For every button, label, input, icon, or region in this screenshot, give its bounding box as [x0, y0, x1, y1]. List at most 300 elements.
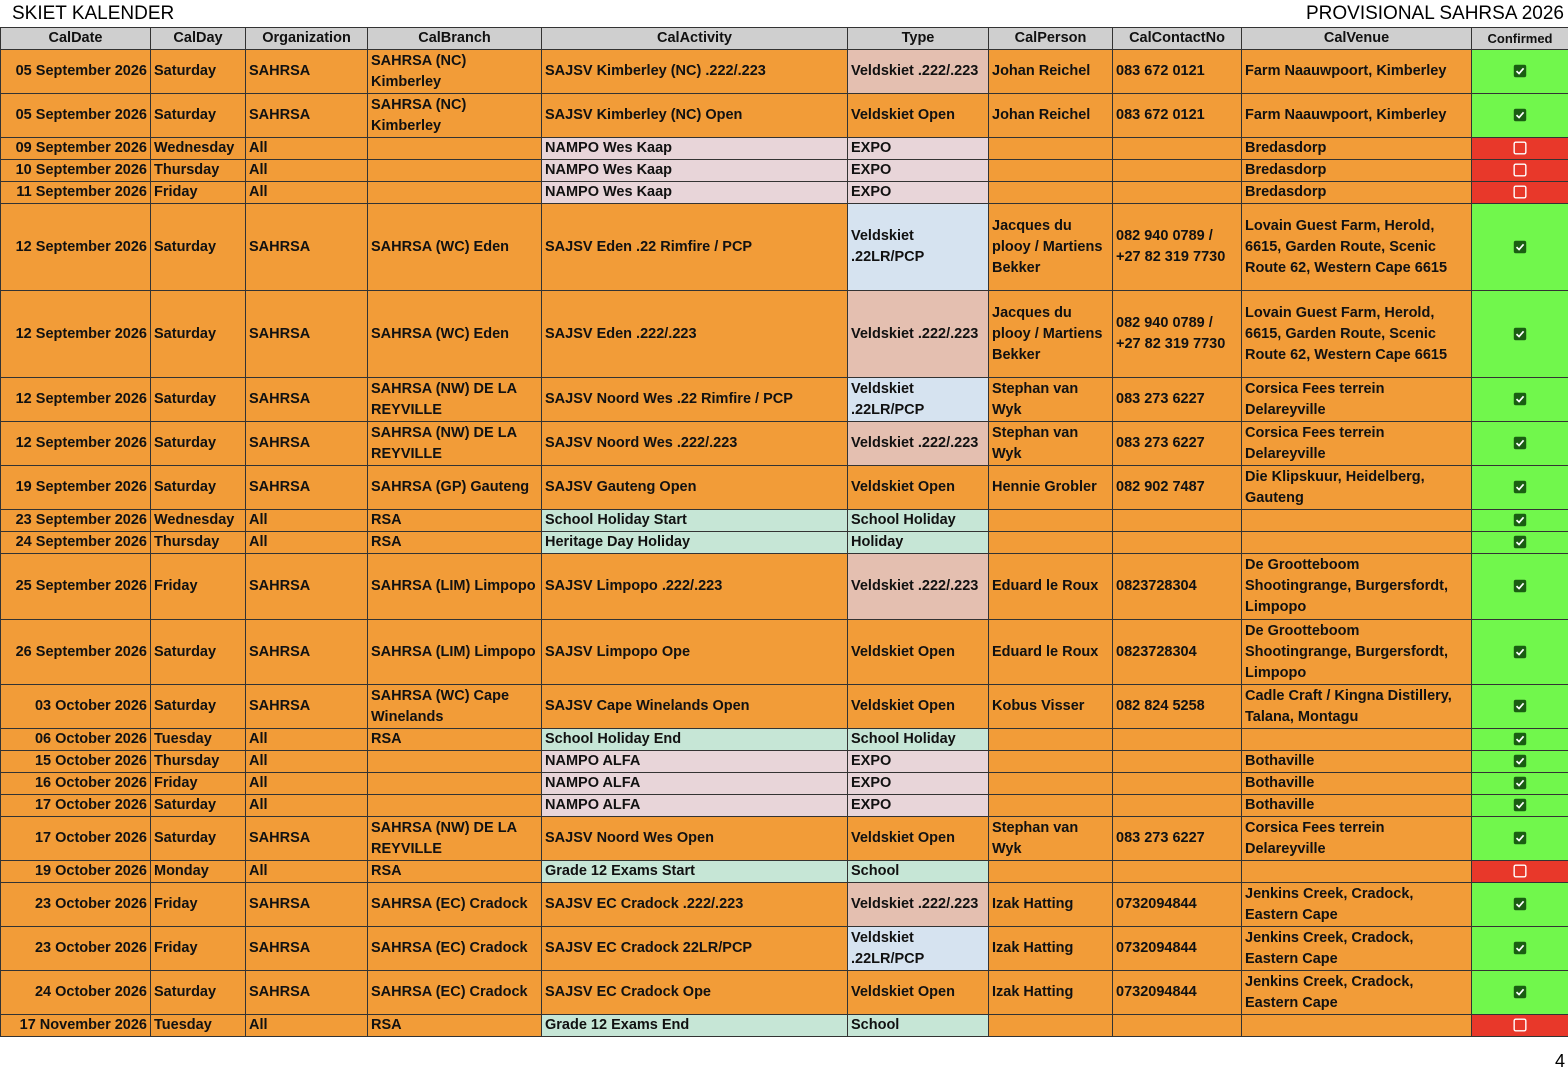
- col-header-calcontactno[interactable]: CalContactNo: [1113, 28, 1242, 50]
- confirmed-cell[interactable]: [1472, 620, 1568, 685]
- contact-cell[interactable]: 0732094844: [1113, 971, 1242, 1015]
- col-header-confirmed[interactable]: Confirmed: [1472, 28, 1568, 50]
- activity-cell[interactable]: NAMPO ALFA: [542, 795, 848, 817]
- contact-cell[interactable]: [1113, 510, 1242, 532]
- contact-cell[interactable]: 0732094844: [1113, 883, 1242, 927]
- person-cell[interactable]: [989, 861, 1113, 883]
- contact-cell[interactable]: 083 672 0121: [1113, 94, 1242, 138]
- venue-cell[interactable]: Lovain Guest Farm, Herold, 6615, Garden Route, Scenic Route 62, Western Cape 6615: [1242, 204, 1472, 291]
- calendar-body: [1, 50, 1568, 1037]
- contact-cell[interactable]: 082 940 0789 / +27 82 319 7730: [1113, 204, 1242, 291]
- person-cell[interactable]: Johan Reichel: [989, 94, 1113, 138]
- type-cell[interactable]: School Holiday: [848, 729, 989, 751]
- table-row: [1, 466, 1568, 510]
- person-cell[interactable]: [989, 1015, 1113, 1037]
- venue-cell[interactable]: Jenkins Creek, Cradock, Eastern Cape: [1242, 883, 1472, 927]
- person-cell[interactable]: Eduard le Roux: [989, 554, 1113, 620]
- confirmed-cell[interactable]: [1472, 378, 1568, 422]
- day-cell[interactable]: Saturday: [151, 94, 246, 138]
- table-row: [1, 378, 1568, 422]
- person-cell[interactable]: Johan Reichel: [989, 50, 1113, 94]
- branch-cell[interactable]: SAHRSA (GP) Gauteng: [368, 466, 542, 510]
- type-cell[interactable]: Veldskiet Open: [848, 817, 989, 861]
- table-row: [1, 971, 1568, 1015]
- date-cell[interactable]: 24 October 2026: [1, 971, 151, 1015]
- organization-cell[interactable]: SAHRSA: [246, 378, 368, 422]
- type-cell[interactable]: EXPO: [848, 795, 989, 817]
- organization-cell[interactable]: All: [246, 751, 368, 773]
- table-row: [1, 751, 1568, 773]
- person-cell[interactable]: Kobus Visser: [989, 685, 1113, 729]
- date-cell[interactable]: 09 September 2026: [1, 138, 151, 160]
- confirmed-cell[interactable]: [1472, 1015, 1568, 1037]
- contact-cell[interactable]: [1113, 795, 1242, 817]
- person-cell[interactable]: [989, 182, 1113, 204]
- contact-cell[interactable]: 082 902 7487: [1113, 466, 1242, 510]
- person-cell[interactable]: [989, 510, 1113, 532]
- venue-cell[interactable]: Bothaville: [1242, 795, 1472, 817]
- person-cell[interactable]: [989, 773, 1113, 795]
- organization-cell[interactable]: All: [246, 138, 368, 160]
- contact-cell[interactable]: [1113, 861, 1242, 883]
- confirmed-cell[interactable]: [1472, 971, 1568, 1015]
- branch-cell[interactable]: RSA: [368, 1015, 542, 1037]
- date-cell[interactable]: 19 September 2026: [1, 466, 151, 510]
- branch-cell[interactable]: SAHRSA (NC) Kimberley: [368, 50, 542, 94]
- branch-cell[interactable]: SAHRSA (NC) Kimberley: [368, 94, 542, 138]
- checked-checkbox-icon[interactable]: [1513, 535, 1527, 549]
- branch-cell[interactable]: SAHRSA (NW) DE LA REYVILLE: [368, 378, 542, 422]
- person-cell[interactable]: Stephan van Wyk: [989, 817, 1113, 861]
- contact-cell[interactable]: 082 940 0789 / +27 82 319 7730: [1113, 291, 1242, 378]
- organization-cell[interactable]: All: [246, 795, 368, 817]
- contact-cell[interactable]: 082 824 5258: [1113, 685, 1242, 729]
- branch-cell[interactable]: SAHRSA (NW) DE LA REYVILLE: [368, 817, 542, 861]
- day-cell[interactable]: Saturday: [151, 204, 246, 291]
- type-cell[interactable]: Veldskiet .222/.223: [848, 883, 989, 927]
- day-cell[interactable]: Tuesday: [151, 1015, 246, 1037]
- organization-cell[interactable]: SAHRSA: [246, 971, 368, 1015]
- day-cell[interactable]: Friday: [151, 927, 246, 971]
- checked-checkbox-icon[interactable]: [1513, 579, 1527, 593]
- checked-checkbox-icon[interactable]: [1513, 645, 1527, 659]
- day-cell[interactable]: Thursday: [151, 751, 246, 773]
- unchecked-checkbox-icon[interactable]: [1513, 1018, 1527, 1032]
- organization-cell[interactable]: All: [246, 160, 368, 182]
- organization-cell[interactable]: All: [246, 861, 368, 883]
- type-cell[interactable]: Veldskiet .222/.223: [848, 50, 989, 94]
- type-cell[interactable]: Holiday: [848, 532, 989, 554]
- type-cell[interactable]: Veldskiet .22LR/PCP: [848, 378, 989, 422]
- venue-cell[interactable]: Bothaville: [1242, 773, 1472, 795]
- day-cell[interactable]: Wednesday: [151, 138, 246, 160]
- checked-checkbox-icon[interactable]: [1513, 754, 1527, 768]
- venue-cell[interactable]: De Grootteboom Shootingrange, Burgersfordt, Limpopo: [1242, 620, 1472, 685]
- checked-checkbox-icon[interactable]: [1513, 831, 1527, 845]
- date-cell[interactable]: 23 October 2026: [1, 883, 151, 927]
- type-cell[interactable]: EXPO: [848, 160, 989, 182]
- type-cell[interactable]: Veldskiet Open: [848, 620, 989, 685]
- date-cell[interactable]: 23 October 2026: [1, 927, 151, 971]
- person-cell[interactable]: [989, 751, 1113, 773]
- col-header-organization[interactable]: Organization: [246, 28, 368, 50]
- date-cell[interactable]: 23 September 2026: [1, 510, 151, 532]
- calendar-table: [0, 27, 1568, 1037]
- day-cell[interactable]: Friday: [151, 883, 246, 927]
- branch-cell[interactable]: [368, 138, 542, 160]
- col-header-calbranch[interactable]: CalBranch: [368, 28, 542, 50]
- person-cell[interactable]: [989, 729, 1113, 751]
- checked-checkbox-icon[interactable]: [1513, 513, 1527, 527]
- person-cell[interactable]: Eduard le Roux: [989, 620, 1113, 685]
- venue-cell[interactable]: Lovain Guest Farm, Herold, 6615, Garden Route, Scenic Route 62, Western Cape 6615: [1242, 291, 1472, 378]
- branch-cell[interactable]: SAHRSA (WC) Cape Winelands: [368, 685, 542, 729]
- person-cell[interactable]: [989, 532, 1113, 554]
- organization-cell[interactable]: All: [246, 1015, 368, 1037]
- confirmed-cell[interactable]: [1472, 795, 1568, 817]
- day-cell[interactable]: Thursday: [151, 532, 246, 554]
- day-cell[interactable]: Saturday: [151, 685, 246, 729]
- confirmed-cell[interactable]: [1472, 729, 1568, 751]
- confirmed-cell[interactable]: [1472, 94, 1568, 138]
- confirmed-cell[interactable]: [1472, 466, 1568, 510]
- confirmed-cell[interactable]: [1472, 138, 1568, 160]
- branch-cell[interactable]: [368, 751, 542, 773]
- date-cell[interactable]: 05 September 2026: [1, 94, 151, 138]
- contact-cell[interactable]: [1113, 182, 1242, 204]
- confirmed-cell[interactable]: [1472, 861, 1568, 883]
- type-cell[interactable]: EXPO: [848, 182, 989, 204]
- day-cell[interactable]: Friday: [151, 554, 246, 620]
- activity-cell[interactable]: SAJSV Cape Winelands Open: [542, 685, 848, 729]
- confirmed-cell[interactable]: [1472, 510, 1568, 532]
- venue-cell[interactable]: Jenkins Creek, Cradock, Eastern Cape: [1242, 927, 1472, 971]
- date-cell[interactable]: 17 November 2026: [1, 1015, 151, 1037]
- day-cell[interactable]: Saturday: [151, 378, 246, 422]
- unchecked-checkbox-icon[interactable]: [1513, 141, 1527, 155]
- type-cell[interactable]: School Holiday: [848, 510, 989, 532]
- organization-cell[interactable]: SAHRSA: [246, 94, 368, 138]
- activity-cell[interactable]: SAJSV Eden .22 Rimfire / PCP: [542, 204, 848, 291]
- day-cell[interactable]: Saturday: [151, 50, 246, 94]
- activity-cell[interactable]: SAJSV Noord Wes .222/.223: [542, 422, 848, 466]
- organization-cell[interactable]: SAHRSA: [246, 554, 368, 620]
- date-cell[interactable]: 25 September 2026: [1, 554, 151, 620]
- venue-cell[interactable]: [1242, 1015, 1472, 1037]
- venue-cell[interactable]: [1242, 532, 1472, 554]
- contact-cell[interactable]: [1113, 1015, 1242, 1037]
- checked-checkbox-icon[interactable]: [1513, 897, 1527, 911]
- person-cell[interactable]: Izak Hatting: [989, 971, 1113, 1015]
- type-cell[interactable]: Veldskiet .22LR/PCP: [848, 927, 989, 971]
- date-cell[interactable]: 11 September 2026: [1, 182, 151, 204]
- confirmed-cell[interactable]: [1472, 50, 1568, 94]
- type-cell[interactable]: EXPO: [848, 138, 989, 160]
- organization-cell[interactable]: All: [246, 510, 368, 532]
- confirmed-cell[interactable]: [1472, 291, 1568, 378]
- date-cell[interactable]: 10 September 2026: [1, 160, 151, 182]
- organization-cell[interactable]: SAHRSA: [246, 291, 368, 378]
- branch-cell[interactable]: SAHRSA (WC) Eden: [368, 204, 542, 291]
- type-cell[interactable]: Veldskiet .222/.223: [848, 291, 989, 378]
- unchecked-checkbox-icon[interactable]: [1513, 185, 1527, 199]
- activity-cell[interactable]: SAJSV Noord Wes .22 Rimfire / PCP: [542, 378, 848, 422]
- table-row: [1, 182, 1568, 204]
- branch-cell[interactable]: SAHRSA (LIM) Limpopo: [368, 554, 542, 620]
- table-row: [1, 138, 1568, 160]
- organization-cell[interactable]: SAHRSA: [246, 817, 368, 861]
- venue-cell[interactable]: Cadle Craft / Kingna Distillery, Talana, Montagu: [1242, 685, 1472, 729]
- activity-cell[interactable]: School Holiday Start: [542, 510, 848, 532]
- contact-cell[interactable]: 083 273 6227: [1113, 422, 1242, 466]
- branch-cell[interactable]: [368, 160, 542, 182]
- organization-cell[interactable]: SAHRSA: [246, 927, 368, 971]
- venue-cell[interactable]: Corsica Fees terrein Delareyville: [1242, 817, 1472, 861]
- table-row: [1, 927, 1568, 971]
- checked-checkbox-icon[interactable]: [1513, 392, 1527, 406]
- checked-checkbox-icon[interactable]: [1513, 436, 1527, 450]
- checked-checkbox-icon[interactable]: [1513, 699, 1527, 713]
- organization-cell[interactable]: SAHRSA: [246, 466, 368, 510]
- col-header-caldate[interactable]: CalDate: [1, 28, 151, 50]
- confirmed-cell[interactable]: [1472, 422, 1568, 466]
- branch-cell[interactable]: RSA: [368, 729, 542, 751]
- table-row: [1, 1015, 1568, 1037]
- activity-cell[interactable]: SAJSV Limpopo Ope: [542, 620, 848, 685]
- activity-cell[interactable]: SAJSV Kimberley (NC) .222/.223: [542, 50, 848, 94]
- date-cell[interactable]: 17 October 2026: [1, 795, 151, 817]
- col-header-calvenue[interactable]: CalVenue: [1242, 28, 1472, 50]
- activity-cell[interactable]: SAJSV EC Cradock Ope: [542, 971, 848, 1015]
- activity-cell[interactable]: SAJSV EC Cradock 22LR/PCP: [542, 927, 848, 971]
- branch-cell[interactable]: [368, 773, 542, 795]
- day-cell[interactable]: Friday: [151, 773, 246, 795]
- day-cell[interactable]: Thursday: [151, 160, 246, 182]
- organization-cell[interactable]: All: [246, 729, 368, 751]
- organization-cell[interactable]: SAHRSA: [246, 620, 368, 685]
- confirmed-cell[interactable]: [1472, 182, 1568, 204]
- branch-cell[interactable]: RSA: [368, 532, 542, 554]
- branch-cell[interactable]: [368, 182, 542, 204]
- day-cell[interactable]: Monday: [151, 861, 246, 883]
- type-cell[interactable]: Veldskiet Open: [848, 94, 989, 138]
- activity-cell[interactable]: Grade 12 Exams Start: [542, 861, 848, 883]
- type-cell[interactable]: Veldskiet .222/.223: [848, 422, 989, 466]
- day-cell[interactable]: Saturday: [151, 422, 246, 466]
- venue-cell[interactable]: Bredasdorp: [1242, 138, 1472, 160]
- type-cell[interactable]: Veldskiet Open: [848, 466, 989, 510]
- table-row: [1, 861, 1568, 883]
- branch-cell[interactable]: RSA: [368, 861, 542, 883]
- contact-cell[interactable]: 083 672 0121: [1113, 50, 1242, 94]
- organization-cell[interactable]: SAHRSA: [246, 422, 368, 466]
- confirmed-cell[interactable]: [1472, 685, 1568, 729]
- contact-cell[interactable]: [1113, 773, 1242, 795]
- venue-cell[interactable]: [1242, 861, 1472, 883]
- person-cell[interactable]: Stephan van Wyk: [989, 422, 1113, 466]
- date-cell[interactable]: 03 October 2026: [1, 685, 151, 729]
- day-cell[interactable]: Saturday: [151, 291, 246, 378]
- day-cell[interactable]: Saturday: [151, 795, 246, 817]
- venue-cell[interactable]: De Grootteboom Shootingrange, Burgersfordt, Limpopo: [1242, 554, 1472, 620]
- table-row: [1, 94, 1568, 138]
- col-header-calday[interactable]: CalDay: [151, 28, 246, 50]
- activity-cell[interactable]: NAMPO ALFA: [542, 751, 848, 773]
- organization-cell[interactable]: SAHRSA: [246, 883, 368, 927]
- organization-cell[interactable]: All: [246, 773, 368, 795]
- provisional-title: PROVISIONAL SAHRSA 2026: [1305, 3, 1564, 24]
- contact-cell[interactable]: [1113, 751, 1242, 773]
- activity-cell[interactable]: SAJSV Gauteng Open: [542, 466, 848, 510]
- activity-cell[interactable]: Grade 12 Exams End: [542, 1015, 848, 1037]
- activity-cell[interactable]: NAMPO Wes Kaap: [542, 138, 848, 160]
- checked-checkbox-icon[interactable]: [1513, 941, 1527, 955]
- venue-cell[interactable]: Bredasdorp: [1242, 160, 1472, 182]
- unchecked-checkbox-icon[interactable]: [1513, 163, 1527, 177]
- type-cell[interactable]: Veldskiet .22LR/PCP: [848, 204, 989, 291]
- person-cell[interactable]: Jacques du plooy / Martiens Bekker: [989, 204, 1113, 291]
- contact-cell[interactable]: [1113, 160, 1242, 182]
- date-cell[interactable]: 12 September 2026: [1, 422, 151, 466]
- branch-cell[interactable]: SAHRSA (EC) Cradock: [368, 927, 542, 971]
- type-cell[interactable]: Veldskiet .222/.223: [848, 554, 989, 620]
- checked-checkbox-icon[interactable]: [1513, 64, 1527, 78]
- activity-cell[interactable]: NAMPO Wes Kaap: [542, 160, 848, 182]
- date-cell[interactable]: 19 October 2026: [1, 861, 151, 883]
- day-cell[interactable]: Wednesday: [151, 510, 246, 532]
- organization-cell[interactable]: All: [246, 182, 368, 204]
- type-cell[interactable]: EXPO: [848, 751, 989, 773]
- contact-cell[interactable]: 0823728304: [1113, 620, 1242, 685]
- date-cell[interactable]: 16 October 2026: [1, 773, 151, 795]
- checked-checkbox-icon[interactable]: [1513, 240, 1527, 254]
- type-cell[interactable]: School: [848, 861, 989, 883]
- contact-cell[interactable]: 0732094844: [1113, 927, 1242, 971]
- branch-cell[interactable]: [368, 795, 542, 817]
- contact-cell[interactable]: 083 273 6227: [1113, 378, 1242, 422]
- organization-cell[interactable]: SAHRSA: [246, 50, 368, 94]
- activity-cell[interactable]: SAJSV Limpopo .222/.223: [542, 554, 848, 620]
- contact-cell[interactable]: 0823728304: [1113, 554, 1242, 620]
- activity-cell[interactable]: SAJSV EC Cradock .222/.223: [542, 883, 848, 927]
- venue-cell[interactable]: Corsica Fees terrein Delareyville: [1242, 378, 1472, 422]
- venue-cell[interactable]: Farm Naauwpoort, Kimberley: [1242, 94, 1472, 138]
- person-cell[interactable]: Izak Hatting: [989, 927, 1113, 971]
- contact-cell[interactable]: [1113, 532, 1242, 554]
- confirmed-cell[interactable]: [1472, 817, 1568, 861]
- checked-checkbox-icon[interactable]: [1513, 776, 1527, 790]
- organization-cell[interactable]: SAHRSA: [246, 685, 368, 729]
- branch-cell[interactable]: SAHRSA (NW) DE LA REYVILLE: [368, 422, 542, 466]
- venue-cell[interactable]: Farm Naauwpoort, Kimberley: [1242, 50, 1472, 94]
- branch-cell[interactable]: SAHRSA (EC) Cradock: [368, 883, 542, 927]
- venue-cell[interactable]: Bothaville: [1242, 751, 1472, 773]
- venue-cell[interactable]: Corsica Fees terrein Delareyville: [1242, 422, 1472, 466]
- person-cell[interactable]: Izak Hatting: [989, 883, 1113, 927]
- day-cell[interactable]: Saturday: [151, 466, 246, 510]
- date-cell[interactable]: 26 September 2026: [1, 620, 151, 685]
- date-cell[interactable]: 12 September 2026: [1, 291, 151, 378]
- confirmed-cell[interactable]: [1472, 773, 1568, 795]
- date-cell[interactable]: 12 September 2026: [1, 378, 151, 422]
- person-cell[interactable]: [989, 795, 1113, 817]
- col-header-type[interactable]: Type: [848, 28, 989, 50]
- table-row: [1, 817, 1568, 861]
- day-cell[interactable]: Saturday: [151, 620, 246, 685]
- person-cell[interactable]: [989, 160, 1113, 182]
- confirmed-cell[interactable]: [1472, 751, 1568, 773]
- date-cell[interactable]: 05 September 2026: [1, 50, 151, 94]
- confirmed-cell[interactable]: [1472, 927, 1568, 971]
- checked-checkbox-icon[interactable]: [1513, 108, 1527, 122]
- confirmed-cell[interactable]: [1472, 532, 1568, 554]
- venue-cell[interactable]: Die Klipskuur, Heidelberg, Gauteng: [1242, 466, 1472, 510]
- checked-checkbox-icon[interactable]: [1513, 732, 1527, 746]
- confirmed-cell[interactable]: [1472, 883, 1568, 927]
- checked-checkbox-icon[interactable]: [1513, 985, 1527, 999]
- confirmed-cell[interactable]: [1472, 554, 1568, 620]
- activity-cell[interactable]: School Holiday End: [542, 729, 848, 751]
- unchecked-checkbox-icon[interactable]: [1513, 864, 1527, 878]
- confirmed-cell[interactable]: [1472, 160, 1568, 182]
- day-cell[interactable]: Friday: [151, 182, 246, 204]
- activity-cell[interactable]: SAJSV Noord Wes Open: [542, 817, 848, 861]
- date-cell[interactable]: 06 October 2026: [1, 729, 151, 751]
- person-cell[interactable]: Hennie Grobler: [989, 466, 1113, 510]
- type-cell[interactable]: EXPO: [848, 773, 989, 795]
- date-cell[interactable]: 24 September 2026: [1, 532, 151, 554]
- contact-cell[interactable]: [1113, 729, 1242, 751]
- date-cell[interactable]: 15 October 2026: [1, 751, 151, 773]
- person-cell[interactable]: Jacques du plooy / Martiens Bekker: [989, 291, 1113, 378]
- person-cell[interactable]: Stephan van Wyk: [989, 378, 1113, 422]
- branch-cell[interactable]: RSA: [368, 510, 542, 532]
- table-row: [1, 685, 1568, 729]
- activity-cell[interactable]: NAMPO ALFA: [542, 773, 848, 795]
- venue-cell[interactable]: [1242, 729, 1472, 751]
- activity-cell[interactable]: Heritage Day Holiday: [542, 532, 848, 554]
- activity-cell[interactable]: SAJSV Kimberley (NC) Open: [542, 94, 848, 138]
- organization-cell[interactable]: All: [246, 532, 368, 554]
- venue-cell[interactable]: Jenkins Creek, Cradock, Eastern Cape: [1242, 971, 1472, 1015]
- contact-cell[interactable]: 083 273 6227: [1113, 817, 1242, 861]
- checked-checkbox-icon[interactable]: [1513, 798, 1527, 812]
- col-header-calactivity[interactable]: CalActivity: [542, 28, 848, 50]
- day-cell[interactable]: Saturday: [151, 817, 246, 861]
- activity-cell[interactable]: NAMPO Wes Kaap: [542, 182, 848, 204]
- checked-checkbox-icon[interactable]: [1513, 480, 1527, 494]
- organization-cell[interactable]: SAHRSA: [246, 204, 368, 291]
- confirmed-cell[interactable]: [1472, 204, 1568, 291]
- day-cell[interactable]: Tuesday: [151, 729, 246, 751]
- checked-checkbox-icon[interactable]: [1513, 327, 1527, 341]
- type-cell[interactable]: Veldskiet Open: [848, 685, 989, 729]
- branch-cell[interactable]: SAHRSA (WC) Eden: [368, 291, 542, 378]
- branch-cell[interactable]: SAHRSA (LIM) Limpopo: [368, 620, 542, 685]
- contact-cell[interactable]: [1113, 138, 1242, 160]
- type-cell[interactable]: Veldskiet Open: [848, 971, 989, 1015]
- day-cell[interactable]: Saturday: [151, 971, 246, 1015]
- person-cell[interactable]: [989, 138, 1113, 160]
- venue-cell[interactable]: Bredasdorp: [1242, 182, 1472, 204]
- col-header-calperson[interactable]: CalPerson: [989, 28, 1113, 50]
- date-cell[interactable]: 17 October 2026: [1, 817, 151, 861]
- type-cell[interactable]: School: [848, 1015, 989, 1037]
- branch-cell[interactable]: SAHRSA (EC) Cradock: [368, 971, 542, 1015]
- activity-cell[interactable]: SAJSV Eden .222/.223: [542, 291, 848, 378]
- date-cell[interactable]: 12 September 2026: [1, 204, 151, 291]
- venue-cell[interactable]: [1242, 510, 1472, 532]
